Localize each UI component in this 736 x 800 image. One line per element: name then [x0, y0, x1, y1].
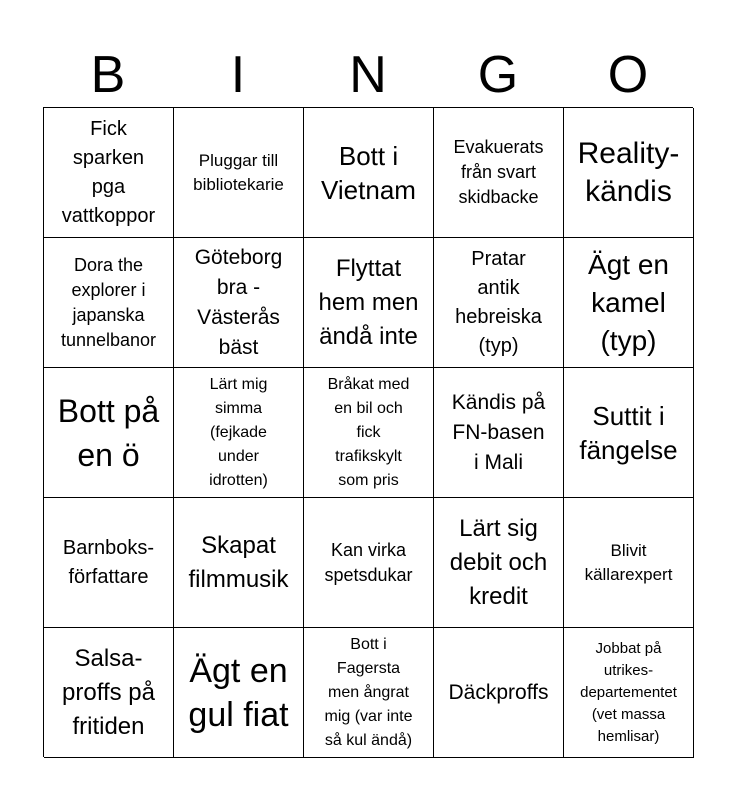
bingo-cell[interactable] [304, 498, 434, 628]
header-letter-b: B [90, 46, 126, 104]
cell-text: Evakuerats från svart skidbacke [453, 137, 544, 207]
bingo-cell[interactable] [174, 238, 304, 368]
cell-text: Bråkat med en bil och fick trafikskylt som pris [327, 375, 410, 489]
bingo-cell[interactable] [44, 368, 174, 498]
cell-text: Salsa- proffs på fritiden [62, 644, 155, 740]
cell-text: Barnboks- författare [62, 536, 155, 588]
header-letter-i: I [230, 46, 246, 104]
bingo-board [43, 107, 693, 757]
bingo-cell[interactable] [434, 498, 564, 628]
cell-text: Pratar antik hebreiska (typ) [455, 247, 542, 357]
cell-text: Däckproffs [448, 680, 549, 704]
bingo-cell[interactable] [44, 498, 174, 628]
bingo-cell[interactable] [564, 108, 694, 238]
bingo-cell[interactable] [174, 368, 304, 498]
bingo-cell[interactable] [564, 498, 694, 628]
bingo-cell[interactable] [564, 238, 694, 368]
bingo-cell[interactable] [434, 628, 564, 758]
cell-text: Reality- kändis [577, 136, 680, 208]
bingo-cell[interactable] [564, 368, 694, 498]
bingo-cell[interactable] [304, 108, 434, 238]
cell-text: Suttit i fängelse [579, 400, 678, 465]
cell-text: Pluggar till bibliotekarie [193, 150, 284, 194]
bingo-cell[interactable] [304, 368, 434, 498]
cell-text: Jobbat på utrikes- departementet (vet massa hemlisar) [580, 639, 677, 745]
header-letter-g: G [477, 46, 519, 104]
cell-text: Lärt sig debit och kredit [449, 514, 548, 610]
cell-text: Göteborg bra - Västerås bäst [194, 245, 283, 359]
bingo-header [43, 44, 693, 106]
cell-text: Dora the explorer i japanska tunnelbanor [60, 254, 157, 350]
cell-text: Skapat filmmusik [188, 531, 289, 593]
cell-text: Kändis på FN-basen i Mali [451, 390, 546, 474]
bingo-cell[interactable] [44, 238, 174, 368]
bingo-cell[interactable] [434, 108, 564, 238]
bingo-cell[interactable] [44, 628, 174, 758]
cell-text: Bott i Fagersta men ångrat mig (var inte så kul ändå) [324, 635, 413, 749]
bingo-cell[interactable] [44, 108, 174, 238]
bingo-cell[interactable] [434, 368, 564, 498]
cell-text: Kan virka spetsdukar [324, 539, 413, 585]
cell-text: Blivit källarexpert [584, 540, 673, 584]
cell-text: Bott på en ö [57, 392, 160, 473]
bingo-cell[interactable] [564, 628, 694, 758]
bingo-cell[interactable] [304, 628, 434, 758]
cell-text: Lärt mig simma (fejkade under idrotten) [209, 375, 268, 489]
bingo-cell[interactable] [174, 628, 304, 758]
cell-text: Ägt en kamel (typ) [588, 248, 669, 356]
bingo-cell[interactable] [174, 498, 304, 628]
bingo-cell[interactable] [304, 238, 434, 368]
bingo-cell[interactable] [174, 108, 304, 238]
header-letter-n: N [349, 46, 387, 104]
cell-text: Flyttat hem men ändå inte [318, 254, 419, 350]
bingo-cell[interactable] [434, 238, 564, 368]
cell-text: Bott i Vietnam [321, 140, 416, 205]
cell-text: Ägt en gul fiat [188, 651, 289, 734]
header-letter-o: O [607, 46, 649, 104]
cell-text: Fick sparken pga vattkoppor [61, 117, 156, 227]
